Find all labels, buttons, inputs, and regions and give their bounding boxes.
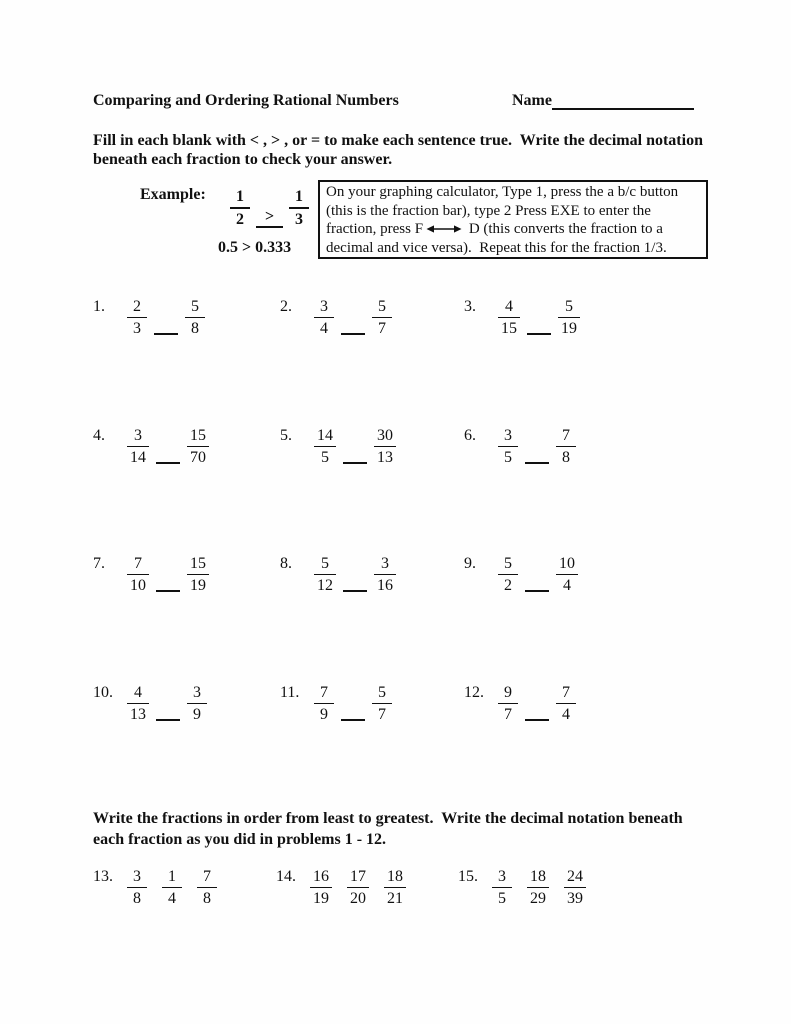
problem-number: 13.	[93, 868, 113, 885]
problem-11	[280, 682, 392, 725]
fraction	[310, 866, 332, 909]
problem-1	[93, 296, 205, 339]
fraction-numerator: 5	[185, 296, 205, 318]
fraction-denominator: 7	[504, 706, 512, 723]
fraction	[558, 296, 580, 339]
fraction	[314, 296, 334, 339]
problem-number: 1.	[93, 298, 105, 315]
fraction-numerator: 7	[127, 553, 149, 575]
fraction-numerator: 1	[289, 186, 309, 209]
fraction	[564, 866, 586, 909]
problem-number: 8.	[280, 555, 292, 572]
problem-number: 7.	[93, 555, 105, 572]
problem-3	[464, 296, 580, 339]
example-fraction-2	[289, 186, 309, 230]
fraction-numerator: 9	[498, 682, 518, 704]
fraction-denominator: 8	[133, 890, 141, 907]
fraction	[347, 866, 369, 909]
instructions-part1-line1: Fill in each blank with < , > , or = to make each sentence true. Write the decimal notation	[93, 132, 703, 149]
fraction-denominator: 9	[320, 706, 328, 723]
fraction-numerator: 3	[498, 425, 518, 447]
fraction-numerator: 7	[314, 682, 334, 704]
instructions-part2-line2: each fraction as you did in problems 1 - 12.	[93, 831, 387, 848]
fraction-denominator: 4	[563, 577, 571, 594]
fraction	[372, 296, 392, 339]
fraction-denominator: 5	[321, 449, 329, 466]
fraction	[187, 553, 209, 596]
fraction-denominator: 70	[190, 449, 206, 466]
fraction-denominator: 39	[567, 890, 583, 907]
fraction-denominator: 19	[190, 577, 206, 594]
problem-number: 3.	[464, 298, 476, 315]
fraction-numerator: 18	[384, 866, 406, 888]
problem-number: 9.	[464, 555, 476, 572]
fraction	[498, 553, 518, 596]
example-fraction-1	[230, 186, 250, 230]
fraction	[556, 682, 576, 725]
fraction-numerator: 3	[492, 866, 512, 888]
fraction-numerator: 5	[372, 296, 392, 318]
fraction-denominator: 3	[295, 211, 303, 228]
fraction	[527, 866, 549, 909]
fraction	[314, 553, 336, 596]
fraction-numerator: 14	[314, 425, 336, 447]
answer-blank	[525, 553, 549, 592]
answer-blank	[156, 682, 180, 721]
problem-number: 5.	[280, 427, 292, 444]
fraction-denominator: 29	[530, 890, 546, 907]
fraction-numerator: 16	[310, 866, 332, 888]
instructions-part2-line1: Write the fractions in order from least to greatest. Write the decimal notation beneath	[93, 810, 683, 827]
fraction-denominator: 3	[133, 320, 141, 337]
page-title: Comparing and Ordering Rational Numbers	[93, 92, 399, 109]
problem-12	[464, 682, 576, 725]
name-field	[512, 92, 694, 110]
fraction-denominator: 4	[168, 890, 176, 907]
fraction-numerator: 30	[374, 425, 396, 447]
fraction-denominator: 13	[130, 706, 146, 723]
example-decimal-check: 0.5 > 0.333	[218, 239, 292, 256]
problem-number: 6.	[464, 427, 476, 444]
fraction-denominator: 7	[378, 320, 386, 337]
problem-5	[280, 425, 396, 468]
fraction	[127, 866, 147, 909]
answer-blank	[343, 425, 367, 464]
fraction-numerator: 3	[314, 296, 334, 318]
fraction-numerator: 18	[527, 866, 549, 888]
problem-15	[458, 866, 586, 909]
fraction-numerator: 3	[127, 866, 147, 888]
fraction-denominator: 14	[130, 449, 146, 466]
fraction-numerator: 2	[127, 296, 147, 318]
problem-number: 4.	[93, 427, 105, 444]
answer-blank	[154, 296, 178, 335]
fraction-denominator: 4	[562, 706, 570, 723]
name-blank-line	[552, 93, 694, 110]
note-line-3-before: fraction, press F	[326, 221, 424, 237]
fraction	[197, 866, 217, 909]
fraction-denominator: 15	[501, 320, 517, 337]
fraction-denominator: 10	[130, 577, 146, 594]
fraction-numerator: 15	[187, 425, 209, 447]
problem-number: 15.	[458, 868, 478, 885]
answer-blank	[343, 553, 367, 592]
fraction	[374, 553, 396, 596]
fraction	[314, 425, 336, 468]
fraction-numerator: 17	[347, 866, 369, 888]
fraction	[127, 682, 149, 725]
fraction-numerator: 7	[556, 682, 576, 704]
fraction-denominator: 7	[378, 706, 386, 723]
fraction-numerator: 3	[374, 553, 396, 575]
answer-blank	[156, 553, 180, 592]
fraction-numerator: 1	[230, 186, 250, 209]
answer-blank	[525, 425, 549, 464]
problem-9	[464, 553, 578, 596]
fraction-numerator: 4	[127, 682, 149, 704]
fraction-numerator: 7	[556, 425, 576, 447]
fraction	[314, 682, 334, 725]
answer-blank	[341, 682, 365, 721]
fraction	[127, 296, 147, 339]
instructions-part2	[93, 808, 683, 850]
calculator-note-box	[318, 180, 708, 259]
name-label: Name	[512, 92, 552, 109]
instructions-part1	[93, 131, 703, 169]
problem-2	[280, 296, 392, 339]
fraction-denominator: 5	[504, 449, 512, 466]
fraction-numerator: 5	[498, 553, 518, 575]
fraction	[498, 425, 518, 468]
problem-14	[276, 866, 406, 909]
fraction-denominator: 8	[562, 449, 570, 466]
example-answer-blank: >	[256, 207, 283, 228]
note-line-2: (this is the fraction bar), type 2 Press EXE to enter the	[326, 202, 651, 219]
problem-7	[93, 553, 209, 596]
fraction-denominator: 20	[350, 890, 366, 907]
example-label: Example:	[140, 186, 206, 203]
problem-4	[93, 425, 209, 468]
fraction-denominator: 12	[317, 577, 333, 594]
problem-number: 2.	[280, 298, 292, 315]
fraction-numerator: 15	[187, 553, 209, 575]
fraction-denominator: 4	[320, 320, 328, 337]
note-line-1: On your graphing calculator, Type 1, press the a b/c button	[326, 184, 679, 200]
fraction-numerator: 4	[498, 296, 520, 318]
answer-blank	[156, 425, 180, 464]
answer-blank	[527, 296, 551, 335]
problem-13	[93, 866, 217, 909]
problem-number: 12.	[464, 684, 484, 701]
fraction	[127, 553, 149, 596]
fraction-numerator: 10	[556, 553, 578, 575]
fraction-denominator: 21	[387, 890, 403, 907]
fraction	[556, 425, 576, 468]
fraction-denominator: 19	[313, 890, 329, 907]
fraction-denominator: 9	[193, 706, 201, 723]
fraction	[498, 296, 520, 339]
fraction-numerator: 7	[197, 866, 217, 888]
fraction-numerator: 1	[162, 866, 182, 888]
fraction-denominator: 8	[191, 320, 199, 337]
fraction	[185, 296, 205, 339]
left-right-arrow-icon	[426, 224, 462, 234]
fraction-numerator: 3	[187, 682, 207, 704]
problem-number: 14.	[276, 868, 296, 885]
fraction-denominator: 13	[377, 449, 393, 466]
fraction	[372, 682, 392, 725]
example-expression	[230, 186, 309, 230]
note-line-4: decimal and vice versa). Repeat this for the fraction 1/3.	[326, 239, 667, 256]
fraction	[384, 866, 406, 909]
fraction	[492, 866, 512, 909]
fraction-denominator: 19	[561, 320, 577, 337]
instructions-part1-line2: beneath each fraction to check your answer.	[93, 151, 393, 168]
answer-blank	[525, 682, 549, 721]
fraction-numerator: 24	[564, 866, 586, 888]
fraction-denominator: 5	[498, 890, 506, 907]
note-line-3-after: D (this converts the fraction to a	[465, 221, 663, 237]
note-line-3	[326, 220, 700, 239]
fraction-numerator: 5	[372, 682, 392, 704]
answer-blank	[341, 296, 365, 335]
fraction-numerator: 5	[314, 553, 336, 575]
fraction-denominator: 8	[203, 890, 211, 907]
fraction	[127, 425, 149, 468]
problem-number: 10.	[93, 684, 113, 701]
problem-8	[280, 553, 396, 596]
fraction-denominator: 2	[504, 577, 512, 594]
fraction	[498, 682, 518, 725]
fraction-denominator: 16	[377, 577, 393, 594]
fraction-denominator: 2	[236, 211, 244, 228]
fraction	[374, 425, 396, 468]
problem-6	[464, 425, 576, 468]
fraction	[187, 425, 209, 468]
fraction-numerator: 3	[127, 425, 149, 447]
problem-10	[93, 682, 207, 725]
fraction-numerator: 5	[558, 296, 580, 318]
fraction	[556, 553, 578, 596]
fraction	[162, 866, 182, 909]
problem-number: 11.	[280, 684, 300, 701]
fraction	[187, 682, 207, 725]
